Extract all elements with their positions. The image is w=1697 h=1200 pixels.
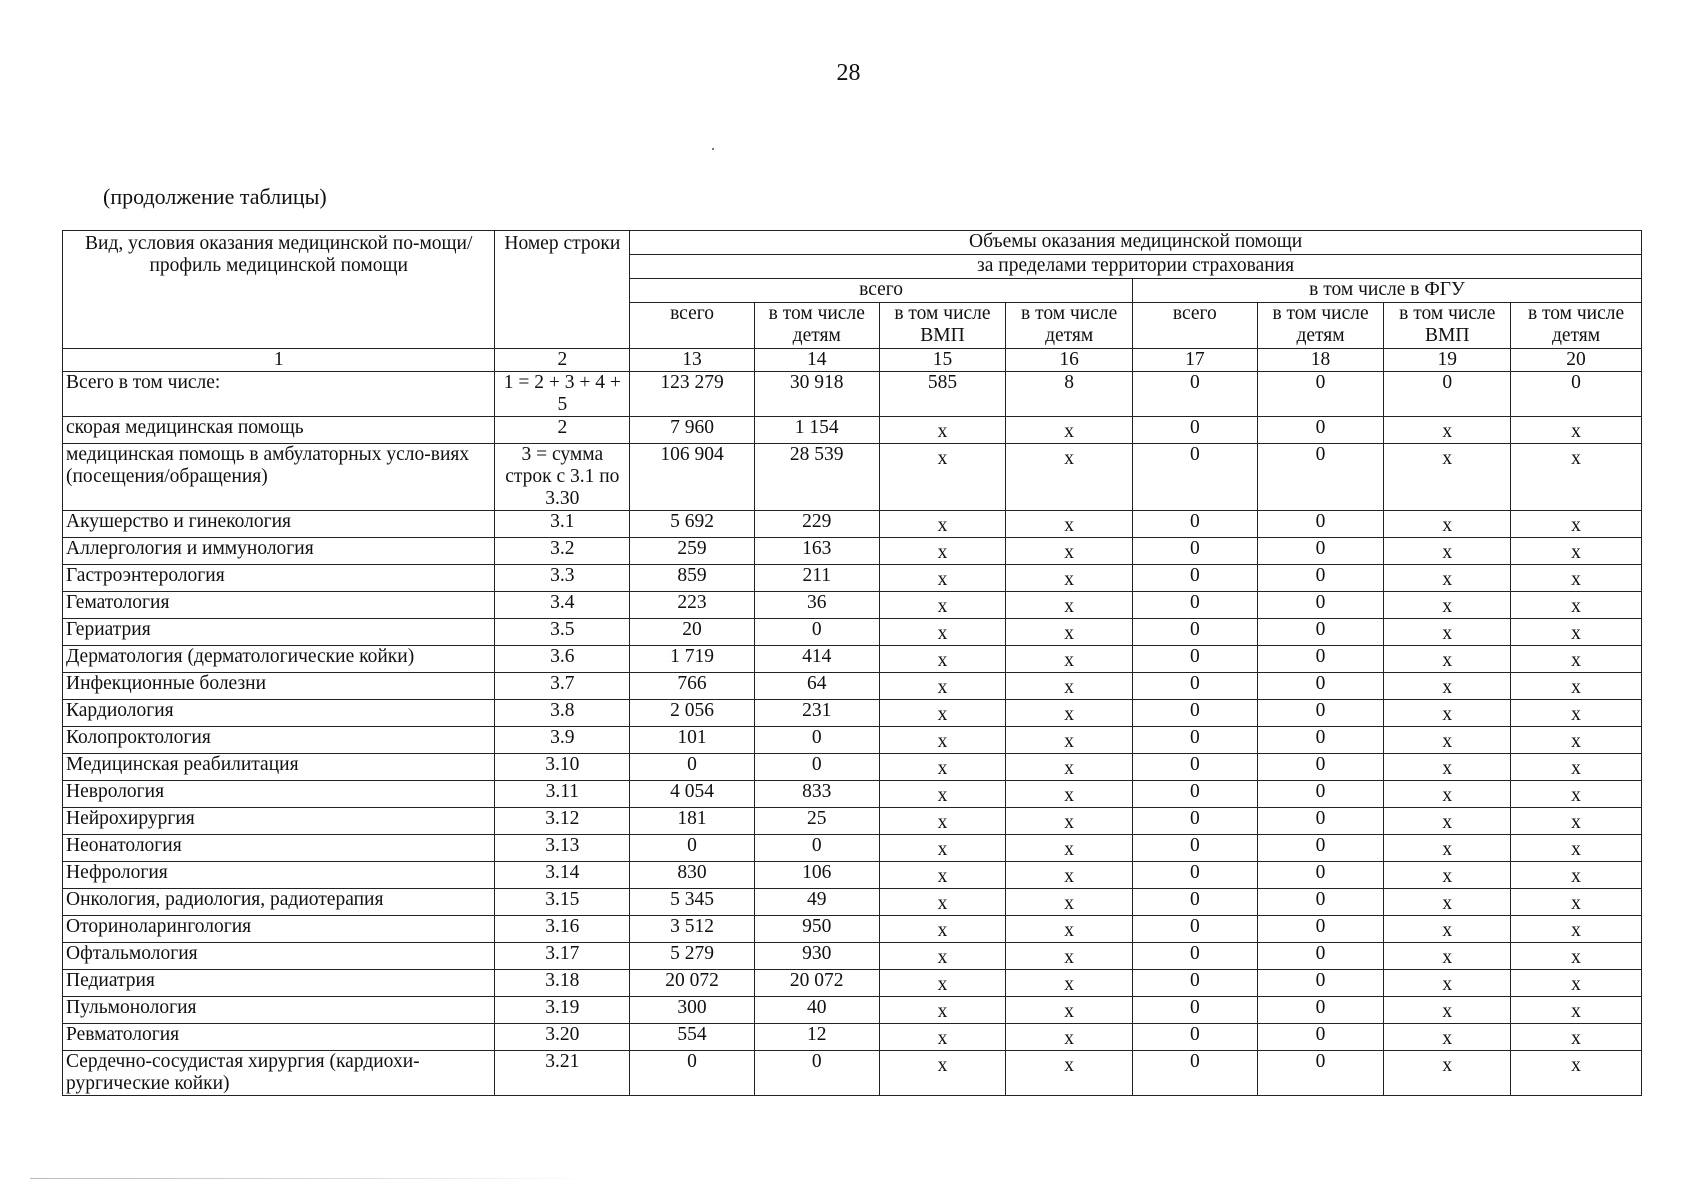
table-row <box>63 835 1642 862</box>
table-row <box>63 1024 1642 1051</box>
row-value: x <box>1511 997 1642 1024</box>
row-value: 0 <box>754 754 879 781</box>
row-value: 5 345 <box>630 889 755 916</box>
row-value: x <box>1006 916 1133 943</box>
row-profile-name: Кардиология <box>63 700 495 727</box>
row-value: x <box>1384 619 1511 646</box>
row-value: x <box>879 781 1006 808</box>
row-value: x <box>1384 700 1511 727</box>
row-value: 766 <box>630 673 755 700</box>
row-value: 0 <box>1133 673 1258 700</box>
row-value: 0 <box>1257 673 1384 700</box>
row-value: 0 <box>1257 1051 1384 1096</box>
row-profile-name: Гериатрия <box>63 619 495 646</box>
header-sub-label: в том числе детям <box>1511 303 1642 349</box>
column-number: 19 <box>1384 349 1511 372</box>
row-value: 0 <box>1133 808 1258 835</box>
row-number: 3.3 <box>495 565 630 592</box>
row-value: 231 <box>754 700 879 727</box>
column-number: 16 <box>1006 349 1133 372</box>
row-value: x <box>1384 538 1511 565</box>
row-value: 3 512 <box>630 916 755 943</box>
row-value: 36 <box>754 592 879 619</box>
row-value: x <box>879 565 1006 592</box>
header-volumes: Объемы оказания медицинской помощи <box>630 231 1642 255</box>
row-profile-name: Всего в том числе: <box>63 372 495 417</box>
header-sub-label: в том числе детям <box>1006 303 1133 349</box>
row-value: 0 <box>1133 444 1258 511</box>
row-value: 0 <box>1133 754 1258 781</box>
header-group-all: всего <box>630 279 1133 303</box>
table-row <box>63 511 1642 538</box>
row-value: x <box>879 997 1006 1024</box>
row-value: 101 <box>630 727 755 754</box>
row-value: 211 <box>754 565 879 592</box>
row-value: x <box>879 835 1006 862</box>
table-row <box>63 538 1642 565</box>
row-value: 0 <box>1257 700 1384 727</box>
row-value: x <box>1511 808 1642 835</box>
column-number: 20 <box>1511 349 1642 372</box>
row-value: 0 <box>1257 727 1384 754</box>
row-number: 3.8 <box>495 700 630 727</box>
row-value: 859 <box>630 565 755 592</box>
row-value: x <box>1006 835 1133 862</box>
row-value: x <box>1511 538 1642 565</box>
column-number: 1 <box>63 349 495 372</box>
row-value: x <box>879 727 1006 754</box>
row-value: 163 <box>754 538 879 565</box>
row-value: 0 <box>1133 700 1258 727</box>
row-value: x <box>1511 754 1642 781</box>
row-value: x <box>1006 997 1133 1024</box>
table-row <box>63 700 1642 727</box>
row-value: 300 <box>630 997 755 1024</box>
row-number: 3.9 <box>495 727 630 754</box>
continuation-label: (продолжение таблицы) <box>103 184 327 209</box>
row-value: x <box>1384 754 1511 781</box>
row-value: x <box>1006 1051 1133 1096</box>
table-row <box>63 862 1642 889</box>
row-value: 30 918 <box>754 372 879 417</box>
row-value: 0 <box>1133 781 1258 808</box>
row-value: x <box>1511 916 1642 943</box>
row-number: 3.14 <box>495 862 630 889</box>
scan-artifact-line <box>30 1178 590 1179</box>
row-value: 5 692 <box>630 511 755 538</box>
row-value: x <box>1384 835 1511 862</box>
column-number: 15 <box>879 349 1006 372</box>
row-value: x <box>1384 1051 1511 1096</box>
row-value: 585 <box>879 372 1006 417</box>
row-profile-name: Медицинская реабилитация <box>63 754 495 781</box>
row-profile-name: Гематология <box>63 592 495 619</box>
row-profile-name: Неврология <box>63 781 495 808</box>
row-number: 1 = 2 + 3 + 4 + 5 <box>495 372 630 417</box>
row-profile-name: Неонатология <box>63 835 495 862</box>
row-value: x <box>1006 592 1133 619</box>
table-row <box>63 970 1642 997</box>
column-number: 2 <box>495 349 630 372</box>
row-value: x <box>1384 997 1511 1024</box>
row-value: 0 <box>1133 889 1258 916</box>
row-value: 0 <box>1133 565 1258 592</box>
row-value: 0 <box>630 754 755 781</box>
row-value: x <box>879 417 1006 444</box>
row-value: 1 154 <box>754 417 879 444</box>
row-value: x <box>1006 565 1133 592</box>
row-value: 930 <box>754 943 879 970</box>
row-value: 0 <box>1257 754 1384 781</box>
column-number: 18 <box>1257 349 1384 372</box>
row-value: 0 <box>1133 511 1258 538</box>
row-value: 0 <box>1133 372 1258 417</box>
table-row <box>63 673 1642 700</box>
table-row <box>63 565 1642 592</box>
row-profile-name: Инфекционные болезни <box>63 673 495 700</box>
row-number: 3.6 <box>495 646 630 673</box>
row-value: x <box>1511 943 1642 970</box>
row-value: x <box>1006 943 1133 970</box>
row-number: 3.12 <box>495 808 630 835</box>
row-value: 0 <box>630 835 755 862</box>
row-profile-name: Акушерство и гинекология <box>63 511 495 538</box>
row-value: 0 <box>1133 619 1258 646</box>
row-value: x <box>1006 808 1133 835</box>
row-profile-name: Нефрология <box>63 862 495 889</box>
row-value: x <box>879 862 1006 889</box>
row-value: x <box>1006 970 1133 997</box>
row-value: 830 <box>630 862 755 889</box>
row-number: 3.21 <box>495 1051 630 1096</box>
row-value: 0 <box>754 835 879 862</box>
row-value: x <box>1006 1024 1133 1051</box>
row-number: 3.11 <box>495 781 630 808</box>
row-value: 0 <box>1133 646 1258 673</box>
row-value: 0 <box>1257 835 1384 862</box>
header-sub-label: всего <box>1133 303 1258 349</box>
row-value: x <box>879 943 1006 970</box>
row-value: x <box>1511 700 1642 727</box>
row-number: 3.1 <box>495 511 630 538</box>
row-value: x <box>1511 862 1642 889</box>
row-value: 0 <box>1257 646 1384 673</box>
row-value: 0 <box>1257 808 1384 835</box>
row-number: 2 <box>495 417 630 444</box>
header-sub-label: всего <box>630 303 755 349</box>
row-value: 49 <box>754 889 879 916</box>
row-value: 123 279 <box>630 372 755 417</box>
row-value: 0 <box>1133 943 1258 970</box>
row-value: 950 <box>754 916 879 943</box>
row-value: x <box>1006 727 1133 754</box>
row-value: x <box>879 444 1006 511</box>
table-row <box>63 727 1642 754</box>
row-profile-name: Педиатрия <box>63 970 495 997</box>
table-row <box>63 417 1642 444</box>
scan-speck <box>712 148 714 150</box>
row-value: x <box>1384 970 1511 997</box>
row-profile-name: Онкология, радиология, радиотерапия <box>63 889 495 916</box>
row-value: 2 056 <box>630 700 755 727</box>
row-value: 0 <box>1133 862 1258 889</box>
row-value: x <box>1006 781 1133 808</box>
row-value: x <box>1384 511 1511 538</box>
row-value: 20 072 <box>630 970 755 997</box>
row-value: x <box>1006 417 1133 444</box>
row-value: x <box>1511 1051 1642 1096</box>
row-profile-name: Сердечно-сосудистая хирургия (кардиохи-рургические койки) <box>63 1051 495 1096</box>
row-value: x <box>1006 862 1133 889</box>
row-value: 554 <box>630 1024 755 1051</box>
row-value: x <box>1511 781 1642 808</box>
table-row <box>63 646 1642 673</box>
row-value: 0 <box>1133 538 1258 565</box>
row-value: x <box>1384 943 1511 970</box>
row-number: 3.4 <box>495 592 630 619</box>
row-profile-name: Пульмонология <box>63 997 495 1024</box>
row-value: 28 539 <box>754 444 879 511</box>
row-profile-name: Ревматология <box>63 1024 495 1051</box>
header-row-number: Номер строки <box>495 231 630 349</box>
row-value: 0 <box>1257 592 1384 619</box>
column-number: 14 <box>754 349 879 372</box>
row-profile-name: Дерматология (дерматологические койки) <box>63 646 495 673</box>
table-row <box>63 619 1642 646</box>
row-value: x <box>1384 916 1511 943</box>
volumes-table <box>62 230 1642 1096</box>
row-value: 223 <box>630 592 755 619</box>
row-value: 12 <box>754 1024 879 1051</box>
table-row <box>63 754 1642 781</box>
row-value: x <box>879 916 1006 943</box>
row-value: x <box>879 511 1006 538</box>
row-value: 0 <box>754 727 879 754</box>
table-row <box>63 1051 1642 1096</box>
row-value: 8 <box>1006 372 1133 417</box>
row-value: 0 <box>1511 372 1642 417</box>
row-value: x <box>1511 1024 1642 1051</box>
row-value: 0 <box>1257 511 1384 538</box>
column-number: 17 <box>1133 349 1258 372</box>
row-value: 106 <box>754 862 879 889</box>
row-value: 106 904 <box>630 444 755 511</box>
row-value: x <box>1006 444 1133 511</box>
row-value: 0 <box>1133 417 1258 444</box>
row-value: 0 <box>1257 619 1384 646</box>
row-value: 25 <box>754 808 879 835</box>
row-value: 0 <box>1257 781 1384 808</box>
row-value: 0 <box>1257 889 1384 916</box>
row-number: 3.13 <box>495 835 630 862</box>
row-value: 0 <box>1133 970 1258 997</box>
column-number: 13 <box>630 349 755 372</box>
row-value: x <box>879 592 1006 619</box>
row-value: 0 <box>1257 372 1384 417</box>
row-value: x <box>879 619 1006 646</box>
row-value: x <box>1006 646 1133 673</box>
row-value: x <box>1384 673 1511 700</box>
row-value: x <box>1384 808 1511 835</box>
row-value: 0 <box>1133 997 1258 1024</box>
row-number: 3.20 <box>495 1024 630 1051</box>
row-value: x <box>1384 565 1511 592</box>
row-value: 0 <box>1257 970 1384 997</box>
row-number: 3.17 <box>495 943 630 970</box>
row-profile-name: скорая медицинская помощь <box>63 417 495 444</box>
row-value: x <box>879 754 1006 781</box>
row-value: 259 <box>630 538 755 565</box>
row-number: 3.18 <box>495 970 630 997</box>
row-value: x <box>1511 444 1642 511</box>
table-row <box>63 372 1642 417</box>
row-value: 181 <box>630 808 755 835</box>
row-value: x <box>879 1051 1006 1096</box>
row-profile-name: Оториноларингология <box>63 916 495 943</box>
row-value: x <box>1511 511 1642 538</box>
row-value: 229 <box>754 511 879 538</box>
row-value: x <box>1511 889 1642 916</box>
row-value: x <box>1384 862 1511 889</box>
row-number: 3.16 <box>495 916 630 943</box>
row-value: x <box>879 700 1006 727</box>
row-value: 0 <box>1257 997 1384 1024</box>
row-value: 0 <box>1257 943 1384 970</box>
row-value: x <box>1384 646 1511 673</box>
row-number: 3.5 <box>495 619 630 646</box>
header-profile: Вид, условия оказания медицинской по-мощи/ профиль медицинской помощи <box>63 231 495 349</box>
row-number: 3.2 <box>495 538 630 565</box>
row-value: 414 <box>754 646 879 673</box>
row-value: x <box>1511 417 1642 444</box>
row-value: x <box>1511 727 1642 754</box>
row-value: 0 <box>754 1051 879 1096</box>
table-row <box>63 592 1642 619</box>
row-value: x <box>879 1024 1006 1051</box>
row-value: 5 279 <box>630 943 755 970</box>
page-number: 28 <box>836 60 861 86</box>
row-value: x <box>1384 444 1511 511</box>
row-profile-name: Гастроэнтерология <box>63 565 495 592</box>
table-row <box>63 916 1642 943</box>
row-profile-name: Аллергология и иммунология <box>63 538 495 565</box>
row-value: 64 <box>754 673 879 700</box>
row-value: x <box>1511 565 1642 592</box>
row-value: 0 <box>1133 1024 1258 1051</box>
header-sub-label: в том числе детям <box>754 303 879 349</box>
row-profile-name: медицинская помощь в амбулаторных усло-виях (посещения/обращения) <box>63 444 495 511</box>
row-value: 0 <box>1257 1024 1384 1051</box>
header-outside-territory: за пределами территории страхования <box>630 255 1642 279</box>
row-value: 20 072 <box>754 970 879 997</box>
row-value: 20 <box>630 619 755 646</box>
row-value: 0 <box>1133 592 1258 619</box>
row-value: 7 960 <box>630 417 755 444</box>
row-value: 0 <box>1257 862 1384 889</box>
table-row <box>63 997 1642 1024</box>
row-value: x <box>1384 889 1511 916</box>
row-number: 3.10 <box>495 754 630 781</box>
row-value: x <box>1006 619 1133 646</box>
row-value: x <box>1384 417 1511 444</box>
row-value: x <box>1384 727 1511 754</box>
row-value: x <box>879 970 1006 997</box>
row-value: 40 <box>754 997 879 1024</box>
row-value: 0 <box>1257 417 1384 444</box>
row-value: 0 <box>1384 372 1511 417</box>
row-value: 833 <box>754 781 879 808</box>
row-value: x <box>1006 889 1133 916</box>
row-value: x <box>1511 970 1642 997</box>
row-profile-name: Нейрохирургия <box>63 808 495 835</box>
row-number: 3.19 <box>495 997 630 1024</box>
row-value: 1 719 <box>630 646 755 673</box>
row-value: 0 <box>1133 835 1258 862</box>
row-value: 0 <box>1133 727 1258 754</box>
row-value: x <box>1384 1024 1511 1051</box>
row-value: x <box>1511 619 1642 646</box>
row-value: x <box>879 538 1006 565</box>
row-value: x <box>1511 646 1642 673</box>
header-group-fgu: в том числе в ФГУ <box>1133 279 1642 303</box>
row-number: 3 = сумма строк с 3.1 по 3.30 <box>495 444 630 511</box>
row-value: x <box>879 889 1006 916</box>
row-value: x <box>1511 835 1642 862</box>
row-value: x <box>1511 673 1642 700</box>
header-sub-label: в том числе детям <box>1257 303 1384 349</box>
row-value: 0 <box>1257 565 1384 592</box>
row-value: x <box>1006 700 1133 727</box>
table-row <box>63 444 1642 511</box>
header-sub-label: в том числе ВМП <box>1384 303 1511 349</box>
row-value: 0 <box>1257 538 1384 565</box>
table-row <box>63 808 1642 835</box>
row-value: x <box>879 673 1006 700</box>
row-value: 0 <box>630 1051 755 1096</box>
row-value: 0 <box>1133 916 1258 943</box>
row-value: x <box>1384 781 1511 808</box>
table-row <box>63 889 1642 916</box>
row-number: 3.15 <box>495 889 630 916</box>
row-value: x <box>1006 538 1133 565</box>
row-value: x <box>1511 592 1642 619</box>
row-value: 4 054 <box>630 781 755 808</box>
table-row <box>63 943 1642 970</box>
row-value: x <box>1006 673 1133 700</box>
row-value: x <box>1006 754 1133 781</box>
header-sub-label: в том числе ВМП <box>879 303 1006 349</box>
row-profile-name: Колопроктология <box>63 727 495 754</box>
row-value: 0 <box>754 619 879 646</box>
row-value: x <box>1384 592 1511 619</box>
row-number: 3.7 <box>495 673 630 700</box>
row-value: 0 <box>1133 1051 1258 1096</box>
row-value: x <box>879 808 1006 835</box>
table-row <box>63 781 1642 808</box>
row-profile-name: Офтальмология <box>63 943 495 970</box>
row-value: x <box>1006 511 1133 538</box>
row-value: 0 <box>1257 916 1384 943</box>
row-value: x <box>879 646 1006 673</box>
row-value: 0 <box>1257 444 1384 511</box>
